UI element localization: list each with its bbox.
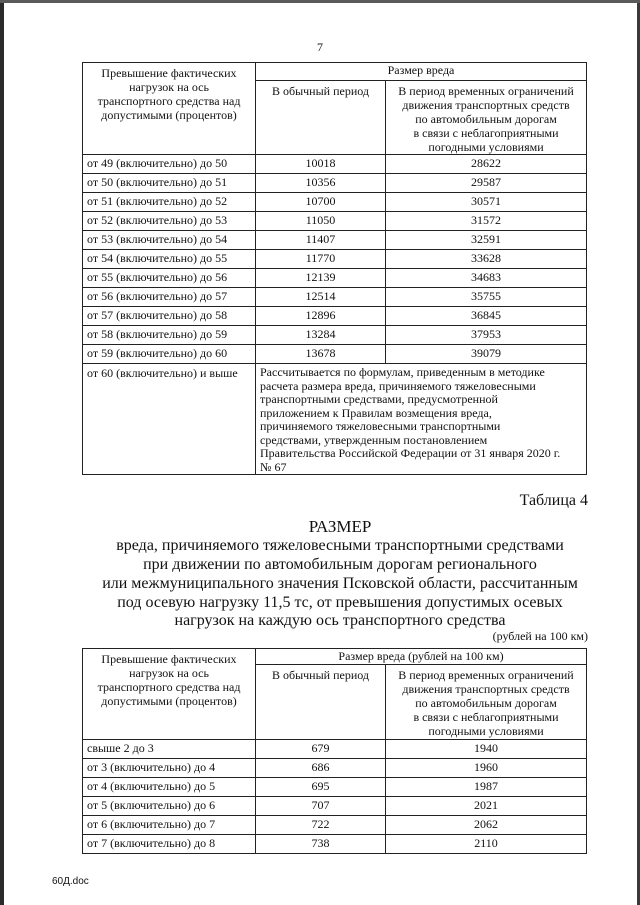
header-normal-period: В обычный период [256,81,386,155]
table-row: от 7 (включительно) до 8 738 2110 [83,835,587,854]
page-number: 7 [317,40,323,54]
heading-line: нагрузок на каждую ось транспортного средства [174,612,506,629]
heading-line: вреда, причиняемого тяжеловесными транспортными средствами [116,537,564,554]
header-restriction-period: В период временных ограничений движения транспортных средств по автомобильным дорогам в связи с неблагоприятными погодными условиями [386,81,587,155]
table-row: от 3 (включительно) до 4 686 1960 [83,759,587,778]
scan-edge-top [0,0,640,3]
damage-table-4 [82,648,587,854]
table-row: от 57 (включительно) до 58 12896 36845 [83,307,587,326]
table-row: от 54 (включительно) до 55 11770 33628 [83,250,587,269]
header-damage-amount: Размер вреда (рублей на 100 км) [256,649,587,665]
header-overload-percent: Превышение фактических нагрузок на ось транспортного средства над допустимыми (процентов) [83,63,256,155]
table-row-formula: от 60 (включительно) и выше Рассчитывается по формулам, приведенным в методике расчета размера вреда, причиняемого тяжеловесными транспортными средствами, предусмотренной приложением к Правилам возмещения вреда, причиняемого тяжеловесными транспортными средствами, утвержденным постановлением Правительства Российской Федерации от 31 января 2020 г. № 67 [83,364,587,475]
file-name-footer: 60Д.doc [52,876,89,887]
table-row: свыше 2 до 3 679 1940 [83,740,587,759]
table-row: от 51 (включительно) до 52 10700 30571 [83,193,587,212]
table-row: от 50 (включительно) до 51 10356 29587 [83,174,587,193]
heading-line: под осевую нагрузку 11,5 тс, от превышения допустимых осевых [117,594,563,611]
header-damage-amount: Размер вреда [256,63,587,81]
table-row: от 53 (включительно) до 54 11407 32591 [83,231,587,250]
header-normal-period: В обычный период [256,665,386,740]
table-row: от 59 (включительно) до 60 13678 39079 [83,345,587,364]
table-label: Таблица 4 [519,492,588,509]
damage-table-continued [82,62,587,475]
table-row: от 58 (включительно) до 59 13284 37953 [83,326,587,345]
table-row: от 6 (включительно) до 7 722 2062 [83,816,587,835]
heading-line: при движении по автомобильным дорогам регионального [143,556,537,573]
table-row: от 5 (включительно) до 6 707 2021 [83,797,587,816]
scan-edge-left [0,0,4,905]
table-row: от 56 (включительно) до 57 12514 35755 [83,288,587,307]
table-row: от 55 (включительно) до 56 12139 34683 [83,269,587,288]
header-overload-percent: Превышение фактических нагрузок на ось транспортного средства над допустимыми (процентов) [83,649,256,740]
header-restriction-period: В период временных ограничений движения транспортных средств по автомобильным дорогам в связи с неблагоприятными погодными условиями [386,665,587,740]
formula-note: Рассчитывается по формулам, приведенным в методике расчета размера вреда, причиняемого тяжеловесными транспортными средствами, предусмотренной приложением к Правилам возмещения вреда, причиняемого тяжеловесными транспортными средствами, утвержденным постановлением Правительства Российской Федерации от 31 января 2020 г. № 67 [256,364,587,475]
heading-title: РАЗМЕР [308,517,372,536]
heading-line: или межмуниципального значения Псковской области, рассчитанным [102,575,578,592]
table-row: от 49 (включительно) до 50 10018 28622 [83,155,587,174]
table-row: от 4 (включительно) до 5 695 1987 [83,778,587,797]
table-row: от 52 (включительно) до 53 11050 31572 [83,212,587,231]
units-note: (рублей на 100 км) [492,629,588,643]
